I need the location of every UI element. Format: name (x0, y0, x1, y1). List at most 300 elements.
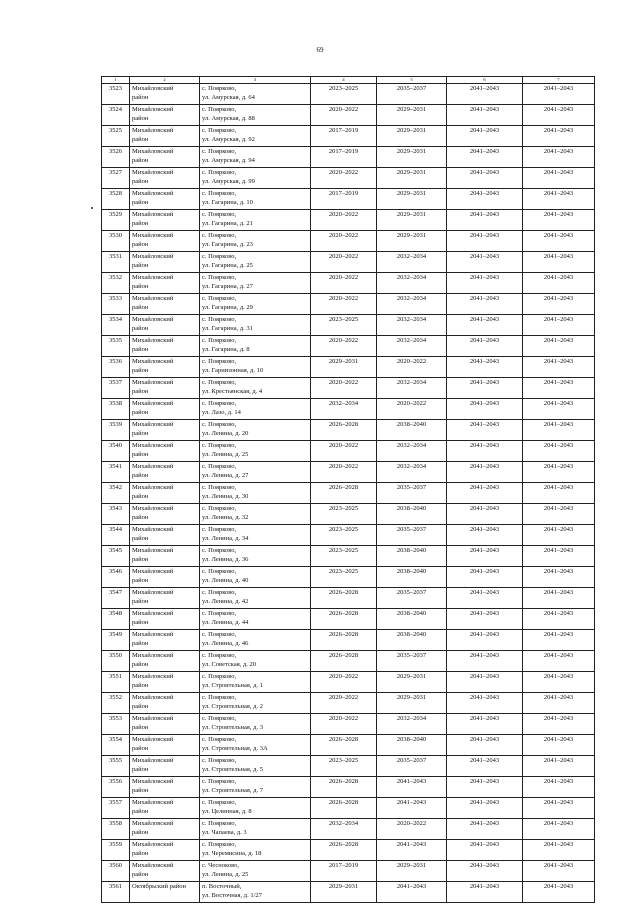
period-cell-col5: 2029–2031 (377, 126, 447, 147)
row-number-cell: 3531 (102, 252, 130, 273)
address-cell (200, 147, 311, 168)
address-line: ул. Гагарина, д. 21 (202, 219, 253, 227)
period-cell-col5: 2035–2037 (377, 525, 447, 546)
district-cell (130, 588, 200, 609)
address-line: ул. Амурская, д. 64 (202, 93, 255, 101)
period-cell-col7: 2041–2043 (523, 168, 595, 189)
district-line: Михайловский (132, 358, 174, 365)
period-cell-col4: 2023–2025 (311, 84, 377, 105)
address-cell (200, 819, 311, 840)
address-line: ул. Чапаева, д. 3 (202, 828, 247, 836)
housing-repair-schedule-table (101, 76, 595, 903)
address-line: с. Поярково, (202, 694, 237, 701)
address-line: ул. Амурская, д. 99 (202, 177, 255, 185)
period-cell-col4: 2026–2028 (311, 420, 377, 441)
address-line: с. Поярково, (202, 715, 237, 722)
address-cell (200, 189, 311, 210)
period-cell-col4: 2020–2022 (311, 378, 377, 399)
period-cell-col5: 2032–2034 (377, 714, 447, 735)
period-cell-col7: 2041–2043 (523, 630, 595, 651)
period-cell-col4: 2017–2019 (311, 861, 377, 882)
district-line: Михайловский (132, 421, 174, 428)
district-cell (130, 462, 200, 483)
period-cell-col5: 2032–2034 (377, 462, 447, 483)
period-cell-col5: 2035–2037 (377, 588, 447, 609)
address-line: ул. Целинная, д. 8 (202, 807, 252, 815)
row-number-cell: 3541 (102, 462, 130, 483)
column-header: 3 (200, 77, 311, 84)
period-cell-col5: 2041–2043 (377, 798, 447, 819)
district-line: район (132, 324, 149, 332)
row-number-cell: 3549 (102, 630, 130, 651)
district-line: Михайловский (132, 526, 174, 533)
table-row (102, 336, 595, 357)
row-number-cell: 3545 (102, 546, 130, 567)
column-header: 7 (523, 77, 595, 84)
address-line: с. Поярково, (202, 673, 237, 680)
district-cell (130, 168, 200, 189)
district-line: Михайловский (132, 337, 174, 344)
district-cell (130, 546, 200, 567)
period-cell-col5: 2029–2031 (377, 231, 447, 252)
district-line: район (132, 870, 149, 878)
address-cell (200, 798, 311, 819)
period-cell-col7: 2041–2043 (523, 882, 595, 903)
address-line: ул. Гагарина, д. 10 (202, 198, 253, 206)
district-line: район (132, 345, 149, 353)
address-line: ул. Строительная, д. 1 (202, 681, 263, 689)
table-row (102, 210, 595, 231)
address-line: с. Поярково, (202, 106, 237, 113)
table-row (102, 378, 595, 399)
row-number-cell: 3553 (102, 714, 130, 735)
period-cell-col4: 2026–2028 (311, 735, 377, 756)
period-cell-col6: 2041–2043 (447, 567, 523, 588)
district-line: район (132, 639, 149, 647)
period-cell-col4: 2026–2028 (311, 588, 377, 609)
address-line: с. Поярково, (202, 547, 237, 554)
row-number-cell: 3543 (102, 504, 130, 525)
address-line: с. Поярково, (202, 337, 237, 344)
district-line: район (132, 471, 149, 479)
period-cell-col4: 2023–2025 (311, 504, 377, 525)
table-row (102, 231, 595, 252)
period-cell-col6: 2041–2043 (447, 693, 523, 714)
district-cell (130, 315, 200, 336)
district-line: Михайловский (132, 820, 174, 827)
period-cell-col6: 2041–2043 (447, 441, 523, 462)
district-cell (130, 420, 200, 441)
address-cell (200, 357, 311, 378)
period-cell-col6: 2041–2043 (447, 714, 523, 735)
row-number-cell: 3542 (102, 483, 130, 504)
period-cell-col4: 2023–2025 (311, 525, 377, 546)
period-cell-col7: 2041–2043 (523, 441, 595, 462)
period-cell-col4: 2026–2028 (311, 840, 377, 861)
period-cell-col6: 2041–2043 (447, 630, 523, 651)
period-cell-col7: 2041–2043 (523, 147, 595, 168)
district-line: район (132, 135, 149, 143)
address-line: ул. Черемисина, д. 18 (202, 849, 262, 857)
row-number-cell: 3561 (102, 882, 130, 903)
period-cell-col7: 2041–2043 (523, 735, 595, 756)
period-cell-col7: 2041–2043 (523, 840, 595, 861)
table-row (102, 840, 595, 861)
district-line: район (132, 555, 149, 563)
district-line: Михайловский (132, 169, 174, 176)
period-cell-col4: 2026–2028 (311, 777, 377, 798)
period-cell-col7: 2041–2043 (523, 588, 595, 609)
district-cell (130, 735, 200, 756)
address-cell (200, 105, 311, 126)
address-cell (200, 399, 311, 420)
period-cell-col4: 2020–2022 (311, 441, 377, 462)
period-cell-col4: 2020–2022 (311, 693, 377, 714)
district-cell (130, 126, 200, 147)
row-number-cell: 3548 (102, 609, 130, 630)
column-header: 1 (102, 77, 130, 84)
address-line: с. Поярково, (202, 421, 237, 428)
district-line: район (132, 219, 149, 227)
district-cell (130, 441, 200, 462)
address-line: ул. Гагарина, д. 31 (202, 324, 253, 332)
period-cell-col6: 2041–2043 (447, 882, 523, 903)
district-line: район (132, 198, 149, 206)
period-cell-col4: 2026–2028 (311, 630, 377, 651)
table-row (102, 462, 595, 483)
district-line: район (132, 114, 149, 122)
district-line: район (132, 744, 149, 752)
address-line: ул. Гагарина, д. 27 (202, 282, 253, 290)
address-cell (200, 168, 311, 189)
period-cell-col4: 2023–2025 (311, 315, 377, 336)
address-line: с. Поярково, (202, 295, 237, 302)
district-line: Михайловский (132, 274, 174, 281)
period-cell-col6: 2041–2043 (447, 336, 523, 357)
address-line: ул. Гагарина, д. 29 (202, 303, 253, 311)
page-number: 69 (316, 46, 324, 54)
address-line: с. Поярково, (202, 589, 237, 596)
period-cell-col4: 2020–2022 (311, 210, 377, 231)
address-line: с. Поярково, (202, 211, 237, 218)
table-row (102, 567, 595, 588)
table-row (102, 861, 595, 882)
period-cell-col6: 2041–2043 (447, 777, 523, 798)
district-line: Михайловский (132, 316, 174, 323)
address-cell (200, 567, 311, 588)
address-line: с. Поярково, (202, 127, 237, 134)
district-cell (130, 231, 200, 252)
row-number-cell: 3538 (102, 399, 130, 420)
address-line: с. Поярково, (202, 274, 237, 281)
table-row (102, 357, 595, 378)
period-cell-col6: 2041–2043 (447, 315, 523, 336)
table-row (102, 756, 595, 777)
row-number-cell: 3560 (102, 861, 130, 882)
period-cell-col6: 2041–2043 (447, 546, 523, 567)
address-cell (200, 756, 311, 777)
period-cell-col6: 2041–2043 (447, 273, 523, 294)
district-line: район (132, 765, 149, 773)
address-line: с. Поярково, (202, 757, 237, 764)
row-number-cell: 3554 (102, 735, 130, 756)
district-line: Михайловский (132, 757, 174, 764)
table-row (102, 735, 595, 756)
district-line: район (132, 576, 149, 584)
address-cell (200, 714, 311, 735)
district-line: район (132, 429, 149, 437)
address-line: ул. Ленина, д. 32 (202, 513, 249, 521)
district-line: район (132, 303, 149, 311)
address-line: с. Поярково, (202, 736, 237, 743)
period-cell-col5: 2035–2037 (377, 84, 447, 105)
period-cell-col6: 2041–2043 (447, 588, 523, 609)
district-line: Михайловский (132, 463, 174, 470)
row-number-cell: 3523 (102, 84, 130, 105)
address-line: ул. Амурская, д. 88 (202, 114, 255, 122)
address-cell (200, 546, 311, 567)
district-cell (130, 378, 200, 399)
district-line: Михайловский (132, 673, 174, 680)
period-cell-col6: 2041–2043 (447, 483, 523, 504)
row-number-cell: 3525 (102, 126, 130, 147)
table-row (102, 273, 595, 294)
table-row (102, 189, 595, 210)
district-cell (130, 483, 200, 504)
district-line: район (132, 681, 149, 689)
period-cell-col5: 2032–2034 (377, 315, 447, 336)
district-line: Михайловский (132, 379, 174, 386)
period-cell-col6: 2041–2043 (447, 252, 523, 273)
address-cell (200, 336, 311, 357)
period-cell-col5: 2029–2031 (377, 147, 447, 168)
period-cell-col5: 2041–2043 (377, 777, 447, 798)
address-line: с. Поярково, (202, 820, 237, 827)
address-cell (200, 609, 311, 630)
address-cell (200, 777, 311, 798)
table-row (102, 777, 595, 798)
district-line: район (132, 240, 149, 248)
period-cell-col7: 2041–2043 (523, 84, 595, 105)
period-cell-col5: 2029–2031 (377, 672, 447, 693)
district-cell (130, 273, 200, 294)
address-line: с. Поярково, (202, 505, 237, 512)
period-cell-col4: 2023–2025 (311, 546, 377, 567)
district-cell (130, 714, 200, 735)
district-cell (130, 798, 200, 819)
table-row (102, 105, 595, 126)
district-line: Михайловский (132, 211, 174, 218)
column-header: 6 (447, 77, 523, 84)
district-line: Михайловский (132, 610, 174, 617)
period-cell-col5: 2038–2040 (377, 630, 447, 651)
address-line: ул. Амурская, д. 94 (202, 156, 255, 164)
address-cell (200, 525, 311, 546)
address-cell (200, 126, 311, 147)
period-cell-col5: 2041–2043 (377, 840, 447, 861)
address-cell (200, 735, 311, 756)
period-cell-col4: 2020–2022 (311, 231, 377, 252)
period-cell-col6: 2041–2043 (447, 105, 523, 126)
period-cell-col7: 2041–2043 (523, 126, 595, 147)
period-cell-col6: 2041–2043 (447, 819, 523, 840)
period-cell-col4: 2020–2022 (311, 273, 377, 294)
district-cell (130, 252, 200, 273)
address-line: ул. Строительная, д. 7 (202, 786, 263, 794)
address-cell (200, 210, 311, 231)
period-cell-col6: 2041–2043 (447, 798, 523, 819)
district-cell (130, 357, 200, 378)
address-cell (200, 651, 311, 672)
district-line: Михайловский (132, 127, 174, 134)
district-cell (130, 882, 200, 903)
district-line: Михайловский (132, 85, 174, 92)
address-line: ул. Ленина, д. 42 (202, 597, 249, 605)
period-cell-col5: 2038–2040 (377, 420, 447, 441)
address-line: ул. Гагарина, д. 23 (202, 240, 253, 248)
period-cell-col4: 2020–2022 (311, 336, 377, 357)
period-cell-col5: 2020–2022 (377, 399, 447, 420)
table-row (102, 84, 595, 105)
district-line: район (132, 618, 149, 626)
address-line: ул. Советская, д. 20 (202, 660, 257, 668)
period-cell-col7: 2041–2043 (523, 567, 595, 588)
period-cell-col6: 2041–2043 (447, 357, 523, 378)
row-number-cell: 3532 (102, 273, 130, 294)
address-line: ул. Ленина, д. 44 (202, 618, 249, 626)
address-line: с. Поярково, (202, 652, 237, 659)
district-line: Октябрьский район (132, 883, 186, 890)
address-line: с. Поярково, (202, 379, 237, 386)
address-cell (200, 84, 311, 105)
period-cell-col4: 2017–2019 (311, 189, 377, 210)
table-row (102, 294, 595, 315)
period-cell-col5: 2029–2031 (377, 189, 447, 210)
period-cell-col4: 2026–2028 (311, 483, 377, 504)
period-cell-col7: 2041–2043 (523, 462, 595, 483)
row-number-cell: 3528 (102, 189, 130, 210)
address-line: ул. Гагарина, д. 25 (202, 261, 253, 269)
table-row (102, 672, 595, 693)
district-line: Михайловский (132, 715, 174, 722)
table-row (102, 441, 595, 462)
table-row (102, 819, 595, 840)
period-cell-col6: 2041–2043 (447, 147, 523, 168)
address-line: п. Восточный, (202, 883, 242, 890)
period-cell-col5: 2032–2034 (377, 273, 447, 294)
address-cell (200, 378, 311, 399)
period-cell-col7: 2041–2043 (523, 609, 595, 630)
column-header: 2 (130, 77, 200, 84)
district-cell (130, 210, 200, 231)
period-cell-col4: 2020–2022 (311, 168, 377, 189)
address-cell (200, 672, 311, 693)
district-line: район (132, 492, 149, 500)
period-cell-col6: 2041–2043 (447, 609, 523, 630)
period-cell-col7: 2041–2043 (523, 483, 595, 504)
row-number-cell: 3526 (102, 147, 130, 168)
address-cell (200, 840, 311, 861)
district-line: Михайловский (132, 841, 174, 848)
row-number-cell: 3540 (102, 441, 130, 462)
district-line: район (132, 534, 149, 542)
district-cell (130, 567, 200, 588)
address-line: ул. Гагарина, д. 8 (202, 345, 250, 353)
address-cell (200, 315, 311, 336)
table-row (102, 546, 595, 567)
period-cell-col7: 2041–2043 (523, 777, 595, 798)
address-cell (200, 231, 311, 252)
table-row (102, 147, 595, 168)
district-cell (130, 399, 200, 420)
district-line: Михайловский (132, 484, 174, 491)
period-cell-col5: 2035–2037 (377, 756, 447, 777)
row-number-cell: 3537 (102, 378, 130, 399)
table-row (102, 651, 595, 672)
district-line: район (132, 366, 149, 374)
row-number-cell: 3536 (102, 357, 130, 378)
period-cell-col6: 2041–2043 (447, 84, 523, 105)
address-line: ул. Гарнизонная, д. 10 (202, 366, 264, 374)
address-line: с. Поярково, (202, 169, 237, 176)
period-cell-col7: 2041–2043 (523, 336, 595, 357)
period-cell-col5: 2038–2040 (377, 735, 447, 756)
period-cell-col6: 2041–2043 (447, 378, 523, 399)
period-cell-col5: 2032–2034 (377, 336, 447, 357)
address-line: ул. Ленина, д. 25 (202, 450, 249, 458)
period-cell-col5: 2035–2037 (377, 651, 447, 672)
period-cell-col7: 2041–2043 (523, 231, 595, 252)
district-cell (130, 105, 200, 126)
district-line: Михайловский (132, 400, 174, 407)
period-cell-col4: 2020–2022 (311, 462, 377, 483)
address-line: с. Поярково, (202, 400, 237, 407)
district-line: Михайловский (132, 442, 174, 449)
row-number-cell: 3558 (102, 819, 130, 840)
period-cell-col7: 2041–2043 (523, 798, 595, 819)
address-line: ул. Строительная, д. 3 (202, 723, 263, 731)
period-cell-col7: 2041–2043 (523, 294, 595, 315)
table-row (102, 693, 595, 714)
table-row (102, 609, 595, 630)
address-line: ул. Ленина, д. 46 (202, 639, 249, 647)
district-line: Михайловский (132, 862, 174, 869)
district-cell (130, 756, 200, 777)
district-line: район (132, 702, 149, 710)
district-cell (130, 672, 200, 693)
table-row (102, 588, 595, 609)
period-cell-col4: 2032–2034 (311, 399, 377, 420)
row-number-cell: 3556 (102, 777, 130, 798)
period-cell-col5: 2032–2034 (377, 441, 447, 462)
period-cell-col6: 2041–2043 (447, 651, 523, 672)
period-cell-col4: 2023–2025 (311, 756, 377, 777)
district-line: Михайловский (132, 778, 174, 785)
district-cell (130, 147, 200, 168)
district-line: Михайловский (132, 568, 174, 575)
address-line: с. Поярково, (202, 148, 237, 155)
district-line: район (132, 450, 149, 458)
period-cell-col7: 2041–2043 (523, 504, 595, 525)
address-line: с. Поярково, (202, 253, 237, 260)
district-line: район (132, 807, 149, 815)
period-cell-col7: 2041–2043 (523, 189, 595, 210)
table-row (102, 882, 595, 903)
row-number-cell: 3539 (102, 420, 130, 441)
period-cell-col4: 2023–2025 (311, 567, 377, 588)
district-line: район (132, 660, 149, 668)
period-cell-col6: 2041–2043 (447, 735, 523, 756)
